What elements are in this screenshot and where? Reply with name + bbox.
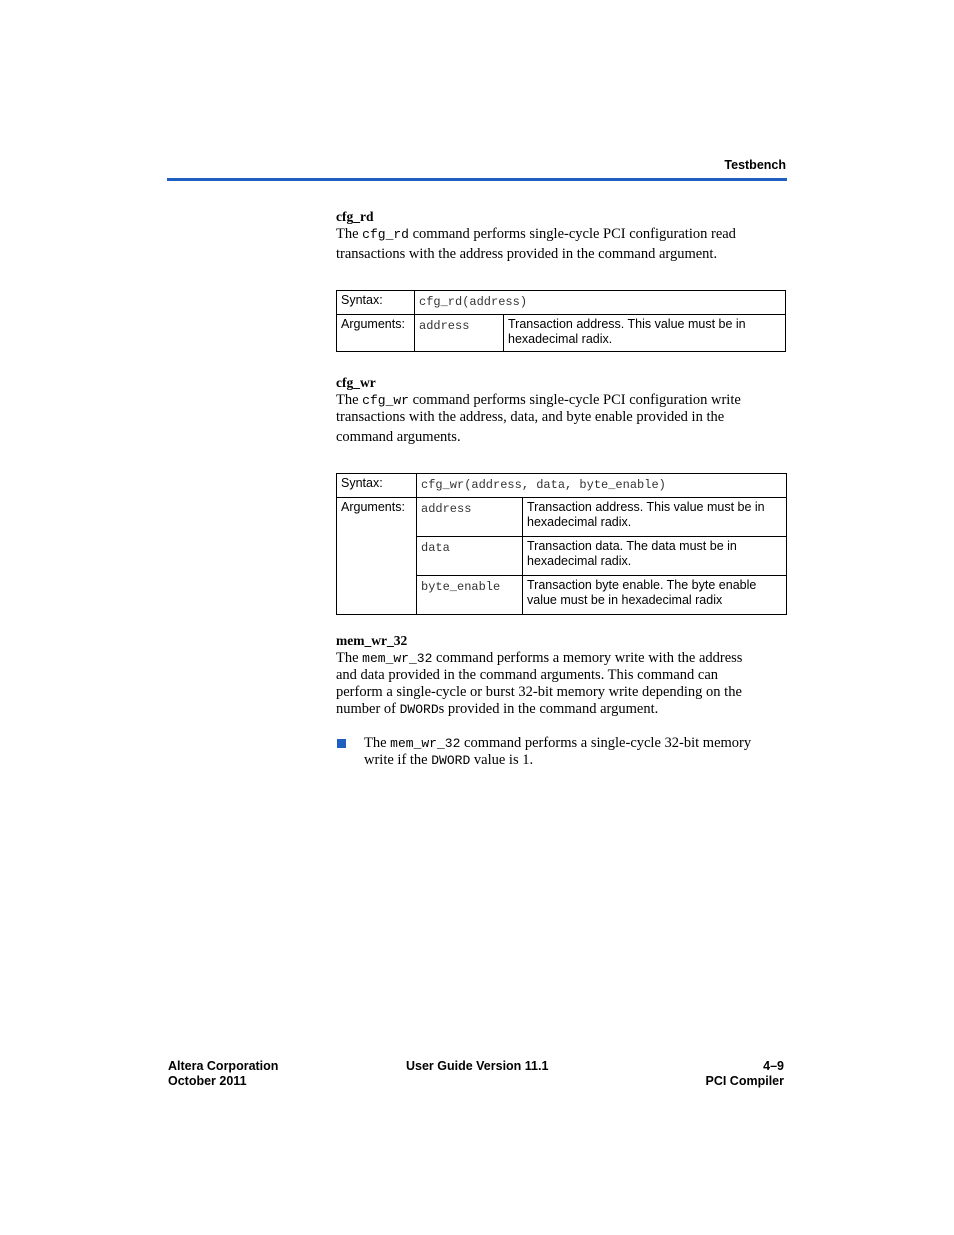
bullet-square-icon (337, 739, 346, 748)
text-run: write if the (364, 752, 432, 768)
cfg-rd-paragraph (336, 226, 786, 263)
table-row (337, 498, 787, 537)
text-run: The (336, 226, 363, 242)
cfg-rd-section (336, 208, 786, 263)
text-run: The (336, 392, 363, 408)
footer-center (406, 1059, 548, 1074)
text-run: and data provided in the command arguments. This command can (336, 667, 719, 683)
footer-date: October 2011 (168, 1074, 247, 1088)
footer-company: Altera Corporation (168, 1059, 279, 1073)
arguments-label: Arguments: (337, 315, 415, 352)
cfg-wr-paragraph (336, 392, 788, 446)
arg-description: Transaction address. This value must be in hexadecimal radix. (523, 498, 787, 537)
syntax-label: Syntax: (337, 474, 417, 498)
running-header: Testbench (724, 158, 786, 172)
footer-page-number: 4–9 (763, 1059, 784, 1073)
text-run: command performs single-cycle PCI configuration write (408, 392, 741, 408)
code-run: mem_wr_32 (390, 736, 461, 751)
cfg-wr-syntax-table (336, 473, 787, 615)
code-run: cfg_rd (362, 227, 409, 242)
table-row (337, 315, 786, 352)
bullet-text (364, 735, 788, 769)
cfg-wr-section (336, 374, 788, 446)
code-run: mem_wr_32 (362, 651, 433, 666)
syntax-label: Syntax: (337, 291, 415, 315)
header-rule (167, 178, 787, 181)
text-run: command performs a single-cycle 32-bit memory (460, 735, 752, 751)
arg-name: address (415, 315, 504, 352)
text-run: value is 1. (470, 752, 534, 768)
text-run: transactions with the address provided in the command argument. (336, 246, 718, 262)
text-run: s provided in the command argument. (438, 701, 659, 717)
code-run: DWORD (399, 702, 439, 717)
text-run: The (336, 650, 363, 666)
code-run: DWORD (431, 753, 471, 768)
text-run: command performs single-cycle PCI configuration read (408, 226, 736, 242)
syntax-value: cfg_rd(address) (415, 291, 786, 315)
cfg-wr-heading: cfg_wr (336, 375, 376, 390)
syntax-value: cfg_wr(address, data, byte_enable) (417, 474, 787, 498)
arg-description: Transaction byte enable. The byte enable value must be in hexadecimal radix (523, 576, 787, 615)
cfg-rd-heading: cfg_rd (336, 209, 374, 224)
mem-wr-32-section (336, 632, 788, 718)
arg-description: Transaction address. This value must be in hexadecimal radix. (504, 315, 786, 352)
bullet-item (364, 735, 788, 769)
table-row (337, 291, 786, 315)
arg-name: address (417, 498, 523, 537)
cfg-rd-syntax-table (336, 290, 786, 352)
arg-name: data (417, 537, 523, 576)
code-run: cfg_wr (362, 393, 409, 408)
footer-product: PCI Compiler (705, 1074, 784, 1088)
text-run: perform a single-cycle or burst 32-bit memory write depending on the (336, 684, 742, 700)
footer-version: User Guide Version 11.1 (406, 1059, 549, 1073)
footer-left (168, 1059, 278, 1089)
text-run: number of (336, 701, 400, 717)
arg-description: Transaction data. The data must be in hexadecimal radix. (523, 537, 787, 576)
mem-wr-32-paragraph (336, 650, 788, 718)
text-run: The (364, 735, 391, 751)
mem-wr-32-heading: mem_wr_32 (336, 633, 408, 648)
text-run: transactions with the address, data, and byte enable provided in the (336, 409, 725, 425)
text-run: command arguments. (336, 429, 461, 445)
text-run: command performs a memory write with the address (432, 650, 743, 666)
table-row (337, 474, 787, 498)
footer-right (706, 1059, 785, 1089)
arguments-label: Arguments: (337, 498, 417, 615)
arg-name: byte_enable (417, 576, 523, 615)
